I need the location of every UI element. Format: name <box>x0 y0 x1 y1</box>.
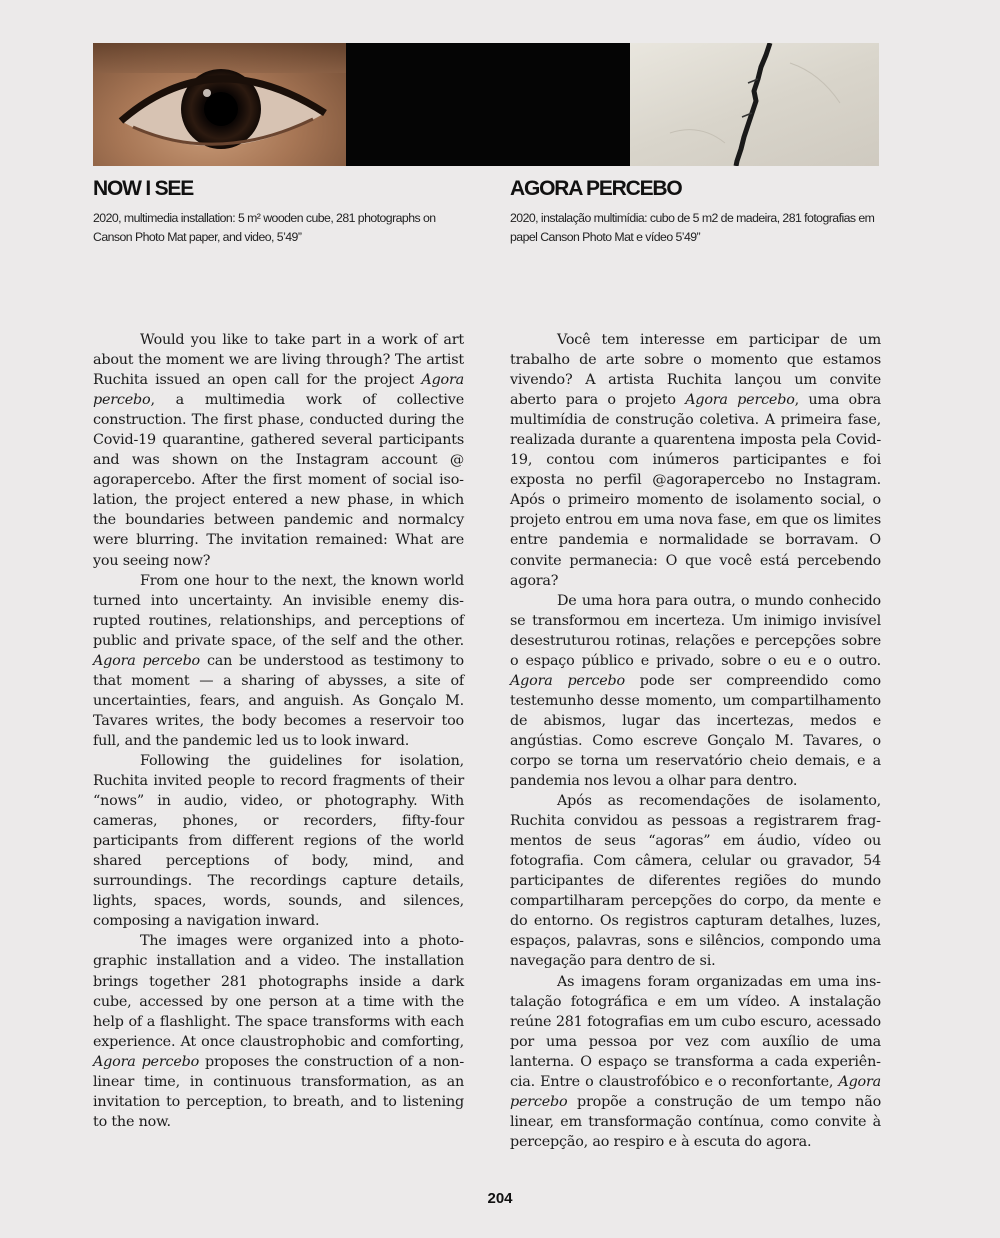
body-paragraph: The images were organized into a photographic installation and a video. The installation brings together 281 photographs inside a dark cube, accessed by one person at a time with the help of a flashlight. The space transforms with each experience. At once claustrophobic and comforting, Agora percebo proposes the construction of a non-linear time, in continuous transformation, as an invitation to perception, to breath, and to listening to the now. <box>93 933 464 1130</box>
body-paragraph: De uma hora para outra, o mundo conhecido se transformou em incerteza. Um inimigo invisível desestruturou rotinas, relações e percepções sobre o espaço público e privado, sobre o eu e o outro. Agora percebo pode ser compreendido como testemunho desse momento, um compartilhamento de abismos, lugar das incertezas, medos e angústias. Como escreve Gonçalo M. Tavares, o corpo se torna um reservatório cheio demais, e a pandemia nos levou a olhar para dentro. <box>510 592 881 790</box>
english-title: NOW I SEE <box>93 177 194 200</box>
photo-banner <box>93 43 879 166</box>
body-paragraph: Following the guidelines for isolation, Ruchita invited people to record fragments of their “nows” in audio, video, or photography. With cameras, phones, or recorders, fifty-four participants from different regions of the world shared perceptions of body, mind, and surroundings. The recordings capture details, lights, spaces, words, sounds, and silences, composing a navigation inward. <box>93 752 464 930</box>
english-caption: 2020, multimedia installation: 5 m² wooden cube, 281 photographs on Canson Photo Mat paper, and video, 5’49” <box>93 211 436 244</box>
portuguese-caption: 2020, instalação multimídia: cubo de 5 m2 de madeira, 281 fotografias em papel Canson Photo Mat e vídeo 5’49” <box>510 211 875 244</box>
body-paragraph: As imagens foram organizadas em uma instalação fotográfica e em um vídeo. A instalação reúne 281 fotografias em um cubo escuro, acessado por uma pessoa por vez com auxílio de uma lanterna. O espaço se transforma a cada experiência. Entre o claustrofóbico e o reconfortante, Agora percebo propõe a construção de um tempo não linear, em transformação contínua, como convite à percepção, ao respiro e à escuta do agora. <box>510 973 881 1150</box>
body-paragraph: Would you like to take part in a work of art about the moment we are living through? The artist Ruchita issued an open call for the project Agora percebo, a multimedia work of collective construction. The first phase, conducted during the Covid-19 quarantine, gathered several participants and was shown on the Instagram account @ agorapercebo. After the first moment of social isolation, the project entered a new phase, in which the boundaries between pandemic and normalcy were blurring. The invitation remained: What are you seeing now? <box>93 332 464 569</box>
cracked-wall-photo <box>630 43 879 166</box>
eye-photo <box>93 43 346 166</box>
page-number: 204 <box>487 1190 513 1207</box>
body-paragraph: Você tem interesse em participar de um trabalho de arte sobre o momento que estamos vivendo? A artista Ruchita lançou um convite aberto para o projeto Agora percebo, uma obra multimídia de construção coletiva. A primeira fase, realizada durante a quarentena imposta pela Covid-19, contou com inúmeros participantes e foi exposta no perfil @agorapercebo no Instagram. Após o primeiro momento de isolamento social, o projeto entrou em uma nova fase, em que os limites entre pandemia e normalidade se borravam. O convite permanecia: O que você está percebendo agora? <box>510 332 881 589</box>
portuguese-body <box>510 330 881 1152</box>
portuguese-title: AGORA PERCEBO <box>510 177 682 200</box>
body-paragraph: From one hour to the next, the known world turned into uncertainty. An invisible enemy disrupted routines, relationships, and perceptions of public and private space, of the self and the other. Agora percebo can be understood as testimony to that moment — a sharing of abysses, a site of uncertainties, fears, and anguish. As Gonçalo M. Tavares writes, the body becomes a reservoir too full, and the pandemic led us to look inward. <box>93 572 464 749</box>
body-paragraph: Após as recomendações de isolamento, Ruchita convidou as pessoas a registrarem fragmentos de seus “agoras” em áudio, vídeo ou fotografia. Com câmera, celular ou gravador, 54 participantes de diferentes regiões do mundo compartilharam percepções do corpo, da mente e do entorno. Os registros capturam detalhes, luzes, espaços, palavras, sons e silêncios, compondo uma navegação para dentro de si. <box>510 793 881 970</box>
black-panel <box>346 43 630 166</box>
english-body <box>93 330 464 1132</box>
